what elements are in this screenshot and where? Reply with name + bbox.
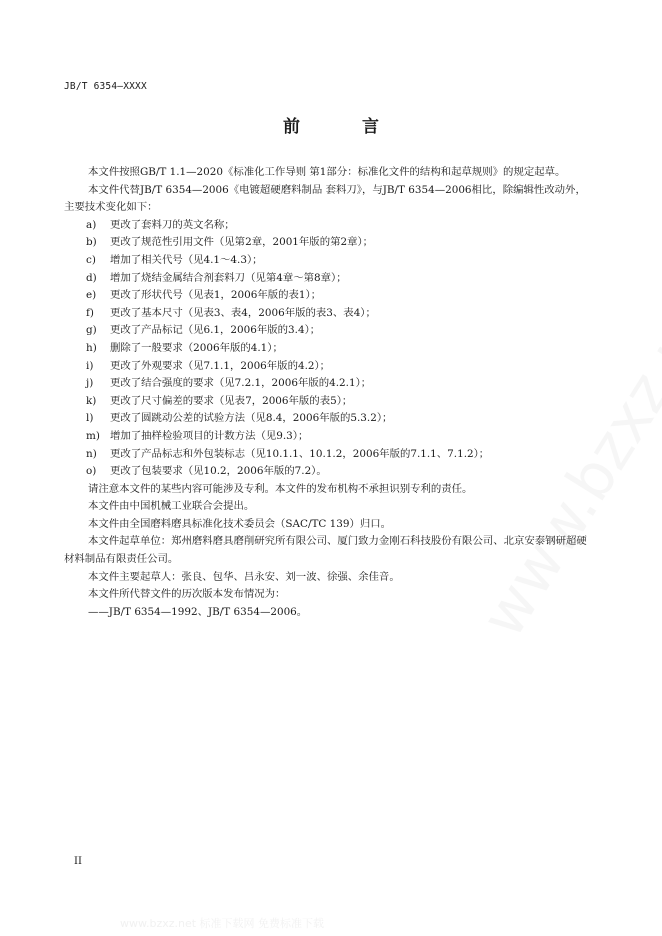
- foreword-body: [64, 164, 592, 621]
- paragraph-drafters: 本文件主要起草人：张良、包华、吕永安、刘一波、徐强、余佳音。: [88, 570, 400, 583]
- list-item: d) 增加了烧结金属结合剂套料刀（见第4章～第8章）；: [86, 271, 347, 284]
- list-item: m) 增加了抽样检验项目的计数方法（见9.3）；: [86, 429, 309, 442]
- list-item: a) 更改了套料刀的英文名称；: [86, 218, 235, 231]
- list-item: h) 删除了一般要求（2006年版的4.1）；: [86, 341, 283, 354]
- paragraph-drafting-rules: 本文件按照GB/T 1.1—2020《标准化工作导则 第1部分：标准化文件的结构和起草规则》的规定起草。: [88, 166, 566, 178]
- document-code: JB/T 6354—XXXX: [64, 81, 147, 92]
- list-item: n) 更改了产品标志和外包装标志（见10.1.1、10.1.2，2006年版的7.1.1、7.1.2）；: [86, 447, 490, 460]
- paragraph-drafting-units: 本文件起草单位：郑州磨料磨具磨削研究所有限公司、厦门致力金刚石科技股份有限公司、北京安泰钢研超硬材料制品有限责任公司。: [64, 535, 587, 566]
- list-item: l) 更改了圆跳动公差的试验方法（见8.4，2006年版的5.3.2）；: [86, 412, 393, 425]
- paragraph-centralized-by: 本文件由全国磨料磨具标准化技术委员会（SAC/TC 139）归口。: [88, 517, 392, 530]
- list-item: j) 更改了结合强度的要求（见7.2.1，2006年版的4.2.1）；: [86, 377, 372, 390]
- list-item: i) 更改了外观要求（见7.1.1，2006年版的4.2）；: [86, 359, 331, 372]
- list-item: c) 增加了相关代号（见4.1～4.3）；: [86, 253, 263, 266]
- page-title: 前 言: [283, 117, 407, 137]
- list-item: k) 更改了尺寸偏差的要求（见表7，2006年版的表5）；: [86, 394, 353, 407]
- paragraph-patent-notice: 请注意本文件的某些内容可能涉及专利。本文件的发布机构不承担识别专利的责任。: [88, 482, 473, 495]
- list-item: b) 更改了规范性引用文件（见第2章，2001年版的第2章）；: [86, 236, 374, 249]
- page-number: II: [74, 856, 82, 867]
- list-item: o) 更改了包装要求（见10.2，2006年版的7.2）。: [86, 465, 327, 478]
- list-item: g) 更改了产品标记（见6.1，2006年版的3.4）；: [86, 324, 321, 337]
- bottom-watermark: www.bzxz.net 标准下载网 免费标准下载: [120, 917, 325, 930]
- paragraph-version-history: 本文件所代替文件的历次版本发布情况为：: [88, 588, 286, 601]
- history-line: ——JB/T 6354—1992、JB/T 6354—2006。: [88, 605, 308, 618]
- paragraph-proposed-by: 本文件由中国机械工业联合会提出。: [88, 500, 255, 513]
- list-item: f) 更改了基本尺寸（见表3、表4，2006年版的表3、表4）；: [86, 306, 376, 319]
- technical-changes-list: [64, 217, 592, 481]
- paragraph-replacement: 本文件代替JB/T 6354—2006《电镀超硬磨料制品 套料刀》，与JB/T 6354—2006相比，除编辑性改动外，主要技术变化如下：: [64, 183, 586, 214]
- list-item: e) 更改了形状代号（见表1，2006年版的表1）；: [86, 289, 322, 302]
